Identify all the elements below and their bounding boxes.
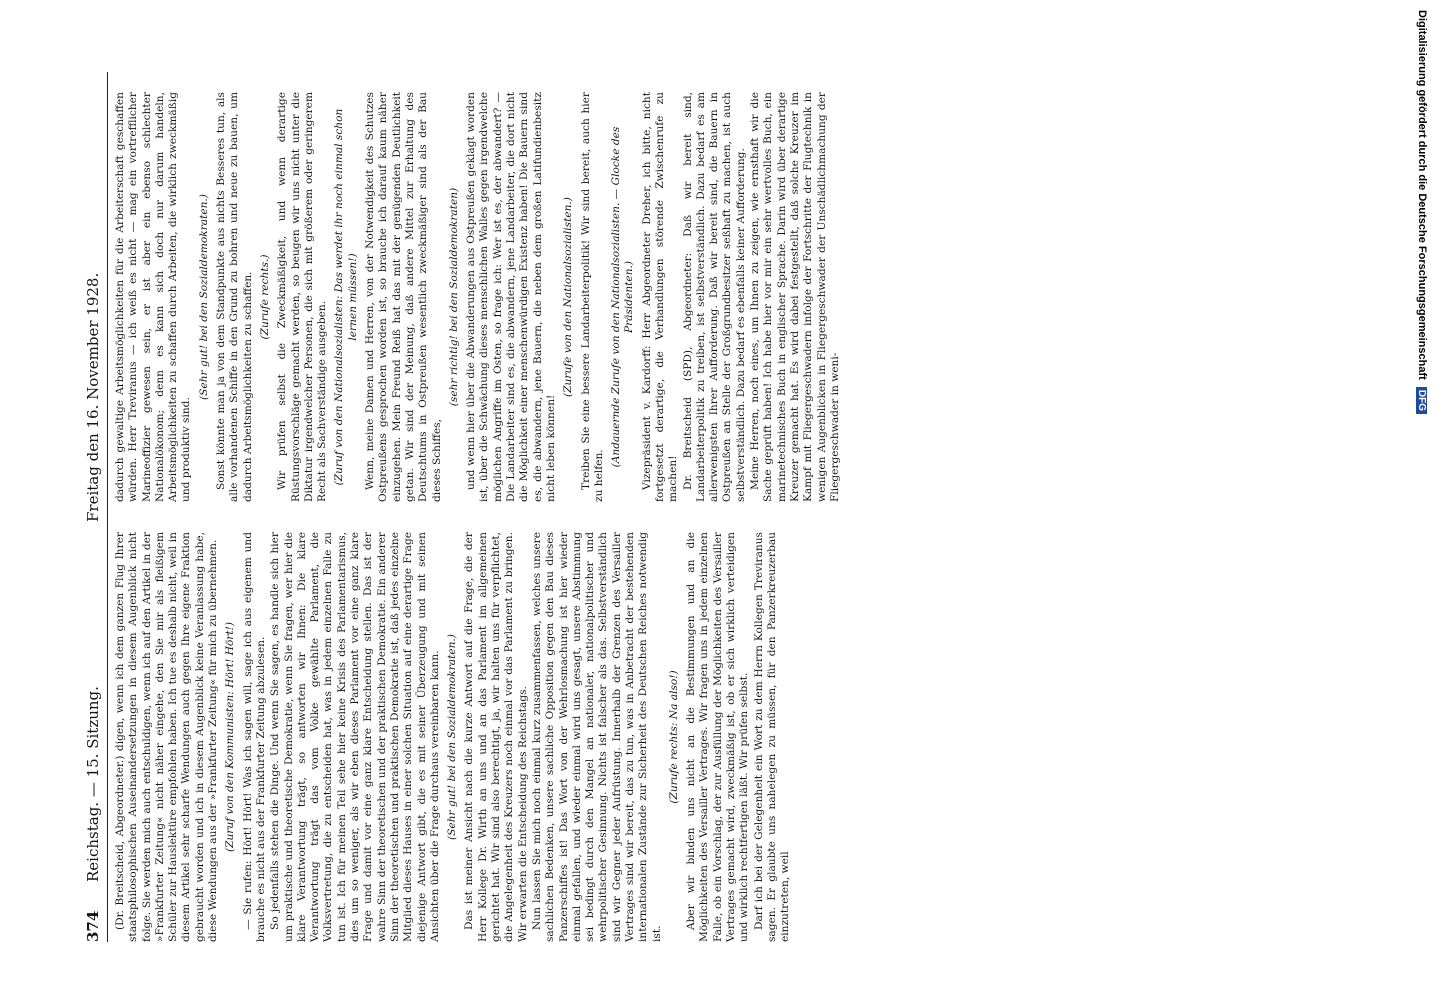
rotated-page: [80, 72, 1410, 942]
page-header: [80, 72, 106, 942]
paragraph: Das ist meiner Ansicht nach die kurze Antwort auf die Frage, die der Herr Kollege Dr. Wirth an uns und an das Parlament im allgemeinen gerichtet hat. Wir sind also berechtigt, ja, wir halten uns für verpflichtet, die Angelegenheit des Kreuzers noch einmal vor das Parlament zu bringen. Wir erwarten die Entscheidung des Reichstags.: [463, 532, 529, 942]
paragraph: Vizepräsident v. Kardorff: Herr Abgeordneter Dreher, ich bitte, nicht fortgesetzt derartige, die Verhandlungen störende Zwischenrufe zu machen!: [640, 92, 680, 502]
paragraph: Treiben Sie eine bessere Landarbeiterpolitik! Wir sind bereit, auch hier zu helfen.: [579, 92, 605, 502]
paragraph: (Dr. Breitscheid, Abgeordneter.) digen, wenn ich dem ganzen Flug Ihrer staatsphilosophischen Auseinandersetzungen in diesem Augenblick nicht folge. Sie werden mich auch entschuldigen, wenn ich auf den Artikel in der »Frankfurter Zeitung« nicht näher eingehe, den Sie mir als fleißigem Schüler zur Hauslektüre empfohlen haben. Ich tue es deshalb nicht, weil in diesem Artikel sehr scharfe Wendungen auch gegen Ihre eigene Fraktion gebraucht worden und ich in diesem Augenblick keine Veranlassung habe, diese Wendungen aus der »Frankfurter Zeitung« für mich zu übernehmen.: [114, 532, 220, 942]
credit-text: Digitalisierung gefördert durch die Deutsche Forschungsgemeinschaft: [1416, 10, 1428, 380]
page-number: 374: [84, 910, 102, 942]
interjection: (Zuruf von den Nationalsozialisten: Das werdet ihr noch einmal schon lernen müssen!): [333, 108, 359, 486]
interjection: (Zurufe rechts.): [258, 254, 271, 340]
paragraph: So jedenfalls stehen die Dinge. Und wenn Sie sagen, es handle sich hier um praktische und theoretische Demokratie, wenn Sie fragen, wer hier die klare Verantwortung trägt, so antworten wir Ihnen: Die klare Verantwortung trägt das vom Volke gewählte Parlament, die Volksvertretung, die zu entscheiden hat, was in jedem einzelnen Falle zu tun ist. Ich für meinen Teil sehe hier keine Krisis des Parlamentarismus, dies um so weniger, als wir eben dieses Parlament vor eine ganz klare Frage und damit vor eine ganz klare Entscheidung stellen. Das ist der wahre Sinn der theoretischen und der praktischen Demokratie. Ein anderer Sinn der theoretischen und praktischen Demokratie ist, daß jedes einzelne Mitglied dieses Hauses in einer solchen Situation auf eine derartige Frage diejenige Antwort gibt, die es mit seiner Überzeugung und mit seinen Ansichten über die Frage durchaus vereinbaren kann.: [269, 532, 441, 942]
header-rule: [107, 72, 108, 942]
paragraph: Dr. Breitscheid (SPD), Abgeordneter: Daß wir bereit sind, Landarbeiterpolitik zu treiben, ist selbstverständlich. Dazu bedarf es am allerwenigsten Ihrer Aufforderung. Daß wir bereit sind, die Bauern in Ostpreußen an Stelle der Großgrundbesitzer seßhaft zu machen, ist auch selbstverständlich. Dazu bedarf es ebenfalls keiner Aufforderung.: [681, 92, 747, 502]
session-title: Reichstag. — 15. Sitzung.: [84, 686, 102, 882]
paragraph: Wir prüfen selbst die Zweckmäßigkeit, und wenn derartige Rüstungsvorschläge gemacht werden, so beugen wir uns nicht unter die Diktatur irgendwelcher Personen, die sich mit größerem oder geringerem Recht als Sachverständige ausgeben.: [276, 92, 329, 502]
text-column-left: [114, 532, 794, 942]
interjection: (Zurufe von den Nationalsozialisten.): [562, 197, 575, 397]
interjection: (sehr richtig! bei den Sozialdemokraten): [447, 187, 460, 407]
interjection: (Sehr gut! bei den Sozialdemokraten.): [197, 194, 210, 400]
paragraph: Wenn, meine Damen und Herren, von der Notwendigkeit des Schutzes Ostpreußens gesprochen worden ist, so brauche ich darauf kaum näher einzugehen. Mein Freund Reiß hat das mit der genügenden Deutlichkeit getan. Wir sind der Meinung, daß andere Mittel zur Erhaltung des Deutschtums in Ostpreußen wesentlich zweckmäßiger sind als der Bau dieses Schiffes,: [364, 92, 443, 502]
interjection: (Zurufe rechts: Na also!): [667, 670, 680, 804]
digitization-credit: [1416, 10, 1428, 710]
paragraph: Darf ich bei der Gelegenheit ein Wort zu dem Herrn Kollegen Treviranus sagen. Er glaubte uns nahelegen zu müssen, für den Panzerkreuzerbau einzutreten, weil: [752, 532, 792, 942]
interjection: (Zuruf von den Kommunisten: Hört! Hört!): [224, 621, 237, 853]
text-column-right: [114, 92, 843, 502]
paragraph: und wenn hier über die Abwanderungen aus Ostpreußen geklagt worden ist, über die Schwächung dieses menschlichen Walles gegen irgendwelche möglichen Angriffe im Osten, so frage ich: Wer ist es, der abwandert? — Die Landarbeiter sind es, die abwandern, jene Landarbeiter, die dort nicht die Möglichkeit einer menschenwürdigen Existenz haben! Die Bauern sind es, die abwandern, jene Bauern, die neben dem großen Latifundienbesitz nicht leben können!: [465, 92, 557, 502]
paragraph: dadurch gewaltige Arbeitsmöglichkeiten für die Arbeiterschaft geschaffen würden. Herr Treviranus — ich weiß es nicht — mag ein vortrefflicher Marineoffizier gewesen sein, er ist aber ein ebenso schlechter Nationalökonom; denn es kann sich doch nur darum handeln, Arbeitsmöglichkeiten zu schaffen durch Arbeiten, die wirklich zweckmäßig und produktiv sind.: [114, 92, 193, 502]
interjection: (Andauernde Zurufe von den Nationalsozialisten. — Glocke des Präsidenten.): [610, 126, 636, 468]
paragraph: Nun lassen Sie mich noch einmal kurz zusammenfassen, welches unsere sachlichen Bedenken, unsere sachliche Opposition gegen den Bau dieses Panzerschiffes ist! Das Wort von der Wehrlosmachung ist hier wieder einmal gefallen, und wieder einmal wird uns gesagt, unsere Abstimmung sei bedingt durch den Mangel an nationaler, nationalpolitischer und wehrpolitischer Gesinnung. Nichts ist falscher als das. Selbstverständlich sind wir Gegner jeder Aufrüstung. Innerhalb der Grenzen des Versailler Vertrages sind wir bereit, das zu tun, was in Anbetracht der bestehenden internationalen Zustände zur Sicherheit des Deutschen Reiches notwendig ist.: [530, 532, 663, 942]
paragraph: Sonst könnte man ja von dem Standpunkte aus nichts Besseres tun, als alle vorhandenen Schiffe in den Grund zu bohren und neue zu bauen, um dadurch Arbeitsmöglichkeiten zu schaffen.: [215, 92, 254, 502]
interjection: (Sehr gut! bei den Sozialdemokraten.): [446, 634, 459, 840]
dfg-logo: DFG: [1416, 387, 1427, 414]
paragraph: Aber wir binden uns nicht an die Bestimmungen und an die Möglichkeiten des Versailler Vertrages. Wir fragen uns in jedem einzelnen Falle, ob ein Vorschlag, der zur Ausfüllung der Möglichkeiten des Versailler Vertrages gemacht wird, zweckmäßig ist, ob er sich wirklich verteidigen und wirklich rechtfertigen läßt. Wir prüfen selbst.: [685, 532, 751, 942]
session-date: Freitag den 16. November 1928.: [84, 272, 102, 522]
paragraph: — Sie rufen: Hört! Hört! Was ich sagen will, sage ich aus eigenem und brauche es nicht aus der Frankfurter Zeitung abzulesen.: [241, 532, 267, 942]
paragraph: Meine Herren, noch eines, um Ihnen zu zeigen, wie ernsthaft wir die Sache geprüft haben! Ich habe hier vor mir ein sehr wertvolles Buch, ein marinetechnisches Buch in englischer Sprache. Darin wird über derartige Kreuzer gemacht hat. Es wird dabei festgestellt, daß solche Kreuzer im Kampf mit Fliegergeschwadern infolge der Fortschritte der Flugtechnik in wenigen Augenblicken in Fliegergeschwader der Unschädlichmachung der Fliegergeschwader in weni-: [749, 92, 841, 502]
